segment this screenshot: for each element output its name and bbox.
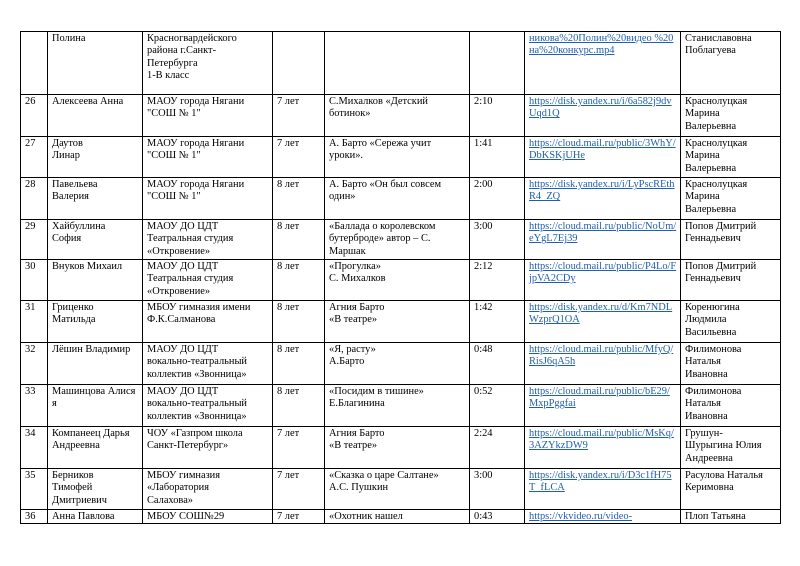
cell-name: Лёшин Владимир (48, 343, 143, 385)
cell-name: Алексеева Анна (48, 95, 143, 137)
table-row (21, 510, 781, 524)
cell-link (525, 301, 681, 343)
cell-teacher: Коренюгина Людмила Васильевна (681, 301, 781, 343)
table-row (21, 95, 781, 137)
cell-work: «Сказка о царе Салтане» А.С. Пушкин (325, 469, 470, 510)
video-link[interactable]: https://cloud.mail.ru/public/P4Lo/FjpVA2CDy (529, 261, 677, 285)
cell-org: МАОУ ДО ЦДТ вокально-театральный коллектив «Звонница» (143, 385, 273, 427)
cell-age: 7 лет (273, 510, 325, 524)
cell-num: 33 (21, 385, 48, 427)
table-row (21, 385, 781, 427)
cell-link (525, 137, 681, 178)
cell-num: 28 (21, 178, 48, 220)
cell-work: «Охотник нашел (325, 510, 470, 524)
table-row (21, 343, 781, 385)
table-row (21, 301, 781, 343)
cell-age: 8 лет (273, 301, 325, 343)
cell-link (525, 260, 681, 301)
cell-age: 8 лет (273, 260, 325, 301)
cell-name: Анна Павлова (48, 510, 143, 524)
cell-time (470, 32, 525, 95)
cell-link (525, 343, 681, 385)
cell-link (525, 32, 681, 95)
cell-time: 0:52 (470, 385, 525, 427)
cell-num: 27 (21, 137, 48, 178)
cell-org: Красногвардейского района г.Санкт- Петербурга 1-В класс (143, 32, 273, 95)
cell-age (273, 32, 325, 95)
cell-name: Павельева Валерия (48, 178, 143, 220)
cell-age: 7 лет (273, 469, 325, 510)
cell-age: 8 лет (273, 220, 325, 260)
video-link[interactable]: https://cloud.mail.ru/public/bE29/MxpPggfai (529, 386, 670, 410)
cell-num: 35 (21, 469, 48, 510)
cell-org: ЧОУ «Газпром школа Санкт-Петербург» (143, 427, 273, 469)
cell-work: Агния Барто «В театре» (325, 301, 470, 343)
cell-teacher: Филимонова Наталья Ивановна (681, 385, 781, 427)
cell-age: 7 лет (273, 95, 325, 137)
cell-org: МБОУ гимназия «Лаборатория Салахова» (143, 469, 273, 510)
cell-name: Полина (48, 32, 143, 95)
cell-time: 2:12 (470, 260, 525, 301)
cell-org: МБОУ гимназия имени Ф.К.Салманова (143, 301, 273, 343)
table-row (21, 469, 781, 510)
cell-teacher: Краснолуцкая Марина Валерьевна (681, 95, 781, 137)
cell-num: 36 (21, 510, 48, 524)
cell-teacher: Краснолуцкая Марина Валерьевна (681, 137, 781, 178)
cell-org: МАОУ ДО ЦДТ Театральная студия «Откровение» (143, 220, 273, 260)
cell-teacher: Станиславовна Поблагуева (681, 32, 781, 95)
cell-link (525, 220, 681, 260)
video-link[interactable]: https://cloud.mail.ru/public/MfyQ/RisJ6qA5h (529, 344, 674, 368)
video-link[interactable]: https://disk.yandex.ru/i/D3c1fH75T_fLCA (529, 470, 672, 494)
cell-num: 32 (21, 343, 48, 385)
cell-name: Даутов Линар (48, 137, 143, 178)
cell-org: МБОУ СОШ№29 (143, 510, 273, 524)
cell-age: 8 лет (273, 385, 325, 427)
cell-age: 8 лет (273, 178, 325, 220)
cell-link (525, 95, 681, 137)
cell-num: 26 (21, 95, 48, 137)
cell-link (525, 178, 681, 220)
cell-num: 30 (21, 260, 48, 301)
cell-link (525, 385, 681, 427)
cell-time: 2:00 (470, 178, 525, 220)
cell-age: 7 лет (273, 427, 325, 469)
cell-name: Гриценко Матильда (48, 301, 143, 343)
cell-link (525, 427, 681, 469)
cell-work: «Я, расту» А.Барто (325, 343, 470, 385)
video-link[interactable]: https://disk.yandex.ru/i/6a582j9dvUqd1Q (529, 96, 672, 120)
cell-age: 8 лет (273, 343, 325, 385)
cell-org: МАОУ ДО ЦДТ Театральная студия «Откровение» (143, 260, 273, 301)
cell-name: Хайбуллина София (48, 220, 143, 260)
cell-teacher: Краснолуцкая Марина Валерьевна (681, 178, 781, 220)
cell-name: Внуков Михаил (48, 260, 143, 301)
video-link[interactable]: https://vkvideo.ru/video- (529, 511, 633, 522)
cell-teacher: Плоп Татьяна (681, 510, 781, 524)
cell-org: МАОУ ДО ЦДТ вокально-театральный коллектив «Звонница» (143, 343, 273, 385)
cell-name: Берников Тимофей Дмитриевич (48, 469, 143, 510)
table-row (21, 427, 781, 469)
cell-name: Компанеец Дарья Андреевна (48, 427, 143, 469)
cell-num: 34 (21, 427, 48, 469)
video-link[interactable]: https://cloud.mail.ru/public/MsKq/3AZYkzDW9 (529, 428, 674, 452)
cell-time: 3:00 (470, 220, 525, 260)
cell-time: 2:24 (470, 427, 525, 469)
cell-teacher: Попов Дмитрий Геннадьевич (681, 220, 781, 260)
cell-work: А. Барто «Он был совсем один» (325, 178, 470, 220)
cell-num: 31 (21, 301, 48, 343)
video-link[interactable]: никова%20Полин%20видео %20на%20конкурс.mp4 (529, 33, 674, 57)
cell-time: 2:10 (470, 95, 525, 137)
cell-work: «Посидим в тишине» Е.Благинина (325, 385, 470, 427)
cell-org: МАОУ города Нягани "СОШ № 1" (143, 95, 273, 137)
participants-table (20, 31, 781, 524)
video-link[interactable]: https://cloud.mail.ru/public/NoUm/eYgL7Ej39 (529, 221, 677, 245)
cell-work: С.Михалков «Детский ботинок» (325, 95, 470, 137)
cell-work: «Прогулка» С. Михалков (325, 260, 470, 301)
video-link[interactable]: https://disk.yandex.ru/d/Km7NDLWzprQ1OA (529, 302, 673, 326)
cell-teacher: Расулова Наталья Керимовна (681, 469, 781, 510)
cell-age: 7 лет (273, 137, 325, 178)
cell-time: 1:41 (470, 137, 525, 178)
cell-link (525, 469, 681, 510)
cell-time: 3:00 (470, 469, 525, 510)
cell-time: 0:43 (470, 510, 525, 524)
video-link[interactable]: https://cloud.mail.ru/public/3WhY/DbKSKjUHe (529, 138, 676, 162)
cell-org: МАОУ города Нягани "СОШ № 1" (143, 137, 273, 178)
cell-teacher: Попов Дмитрий Геннадьевич (681, 260, 781, 301)
cell-name: Машинцова Алися я (48, 385, 143, 427)
cell-link (525, 510, 681, 524)
video-link[interactable]: https://disk.yandex.ru/i/LyPscREthR4_ZQ (529, 179, 675, 203)
table-row (21, 220, 781, 260)
cell-work: Агния Барто «В театре» (325, 427, 470, 469)
cell-time: 1:42 (470, 301, 525, 343)
table-row (21, 137, 781, 178)
cell-work: «Баллада о королевском бутерброде» автор – С. Маршак (325, 220, 470, 260)
cell-num: 29 (21, 220, 48, 260)
cell-num (21, 32, 48, 95)
cell-teacher: Грушун- Шурыгина Юлия Андреевна (681, 427, 781, 469)
table-row (21, 260, 781, 301)
cell-teacher: Филимонова Наталья Ивановна (681, 343, 781, 385)
cell-work: А. Барто «Сережа учит уроки». (325, 137, 470, 178)
cell-org: МАОУ города Нягани "СОШ № 1" (143, 178, 273, 220)
table-row (21, 32, 781, 95)
cell-work (325, 32, 470, 95)
cell-time: 0:48 (470, 343, 525, 385)
table-row (21, 178, 781, 220)
